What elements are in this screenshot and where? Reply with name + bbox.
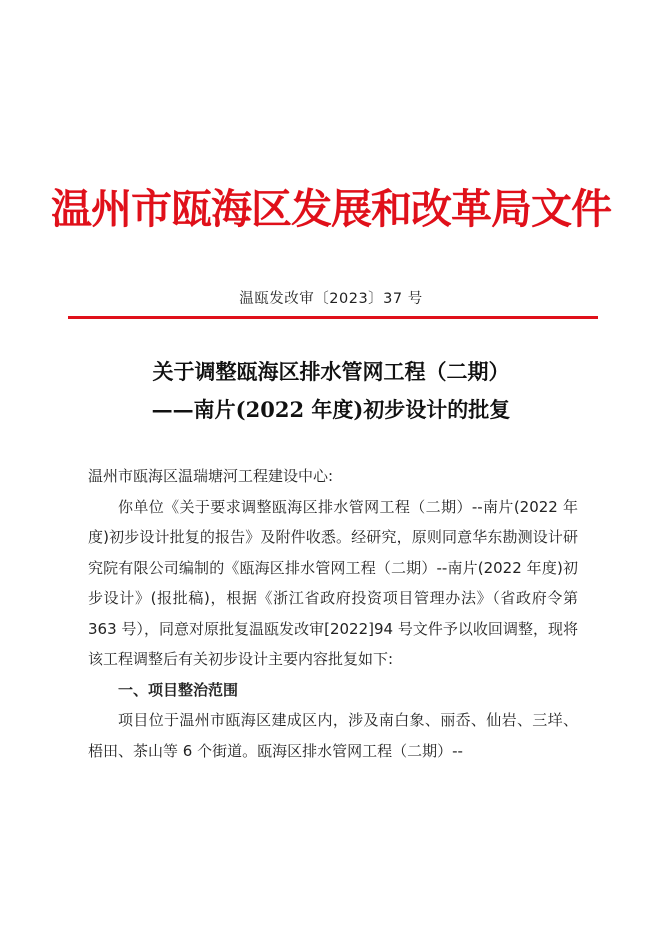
document-header-title: 温州市瓯海区发展和改革局文件 (51, 185, 611, 233)
section-heading-1: 一、项目整治范围 (118, 680, 239, 699)
addressee: 温州市瓯海区温瑞塘河工程建设中心: (88, 467, 334, 485)
body-paragraph-1: 你单位《关于要求调整瓯海区排水管网工程（二期）--南片(2022 年度)初步设计批复的报告》及附件收悉。经研究，原则同意华东勘测设计研究院有限公司编制的《瓯海区排水管网工程（二期）--南片(2022 年度)初步设计》(报批稿)，根据《浙江省政府投资项目管理办法》（省政府令第 363 号），同意对原批复温瓯发改审[2022]94 号文件予以收回调整，现将该工程调整后有关初步设计主要内容批复如下: (88, 497, 578, 668)
subject-title-line-1: 关于调整瓯海区排水管网工程（二期） (152, 359, 510, 384)
document-number: 温瓯发改审〔2023〕37 号 (239, 291, 423, 307)
document-body (88, 461, 578, 766)
body-paragraph-2: 项目位于温州市瓯海区建成区内，涉及南白象、丽岙、仙岩、三垟、梧田、茶山等 6 个街道。瓯海区排水管网工程（二期）-- (88, 711, 578, 760)
red-divider-line (68, 316, 598, 319)
subject-title-line-2: ——南片(2022 年度)初步设计的批复 (151, 397, 511, 422)
